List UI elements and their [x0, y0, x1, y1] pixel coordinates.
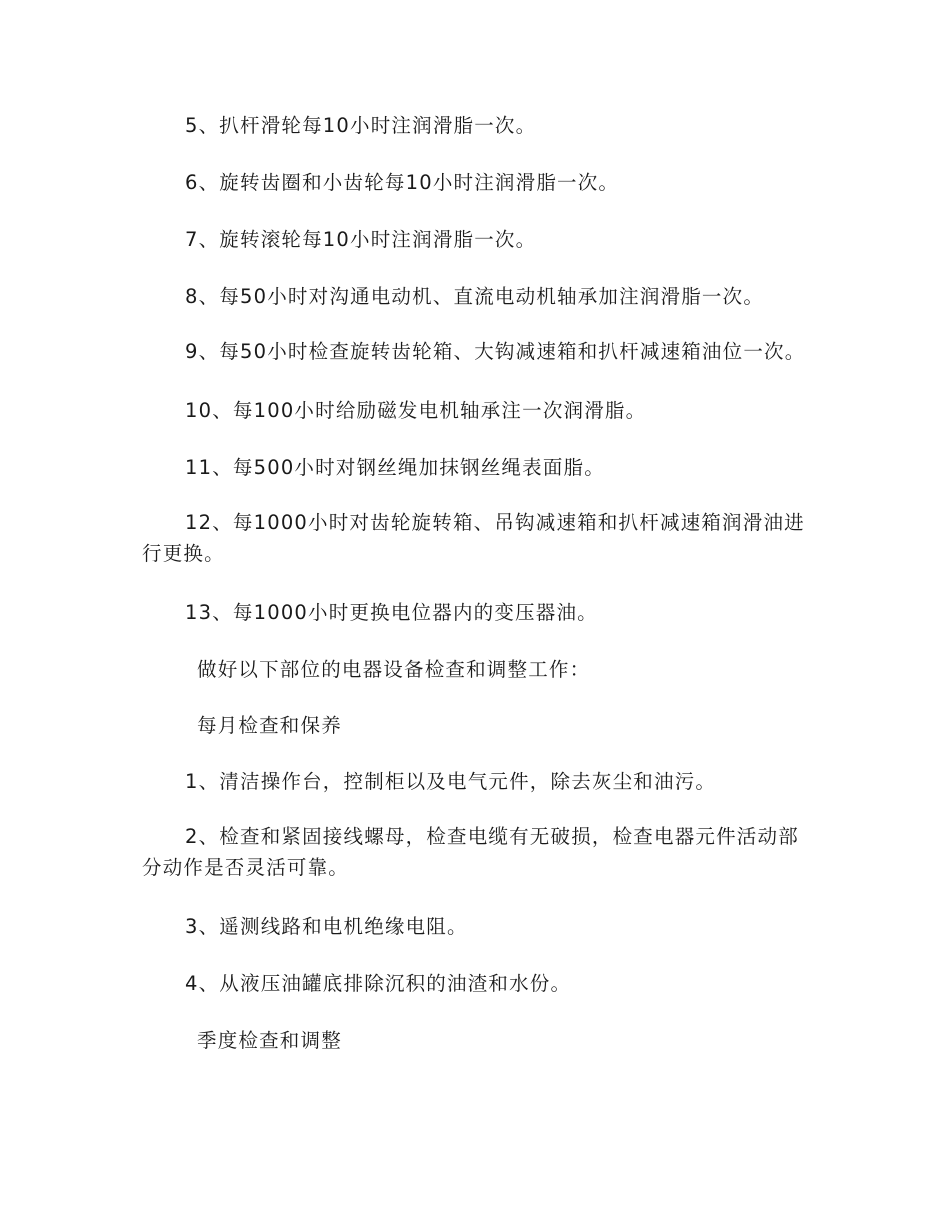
- paragraph-item-10: 10、每100小时给励磁发电机轴承注一次润滑脂。: [185, 399, 647, 422]
- paragraph-item-13: 13、每1000小时更换电位器内的变压器油。: [185, 601, 598, 624]
- monthly-item-2: 2、检查和紧固接线螺母，检查电缆有无破损，检查电器元件活动部分动作是否灵活可靠。: [142, 825, 799, 879]
- monthly-item-1: 1、清洁操作台，控制柜以及电气元件，除去灰尘和油污。: [185, 770, 717, 793]
- document-body: [142, 108, 808, 1079]
- paragraph-item-7: 7、旋转滚轮每10小时注润滑脂一次。: [185, 228, 537, 251]
- paragraph-item-11: 11、每500小时对钢丝绳加抹钢丝绳表面脂。: [185, 456, 605, 479]
- section-heading-quarterly: 季度检查和调整: [197, 1029, 342, 1052]
- paragraph-item-9: 9、每50小时检查旋转齿轮箱、大钩减速箱和扒杆减速箱油位一次。: [185, 340, 806, 363]
- paragraph-item-8: 8、每50小时对沟通电动机、直流电动机轴承加注润滑脂一次。: [185, 285, 765, 308]
- section-heading-monthly: 每月检查和保养: [197, 714, 342, 737]
- paragraph-item-5: 5、扒杆滑轮每10小时注润滑脂一次。: [185, 114, 537, 137]
- section-intro: 做好以下部位的电器设备检查和调整工作：: [197, 658, 591, 681]
- paragraph-item-6: 6、旋转齿圈和小齿轮每10小时注润滑脂一次。: [185, 171, 620, 194]
- monthly-item-3: 3、遥测线路和电机绝缘电阻。: [185, 915, 468, 938]
- paragraph-item-12: 12、每1000小时对齿轮旋转箱、吊钩减速箱和扒杆减速箱润滑油进行更换。: [142, 511, 805, 565]
- monthly-item-4: 4、从液压油罐底排除沉积的油渣和水份。: [185, 972, 572, 995]
